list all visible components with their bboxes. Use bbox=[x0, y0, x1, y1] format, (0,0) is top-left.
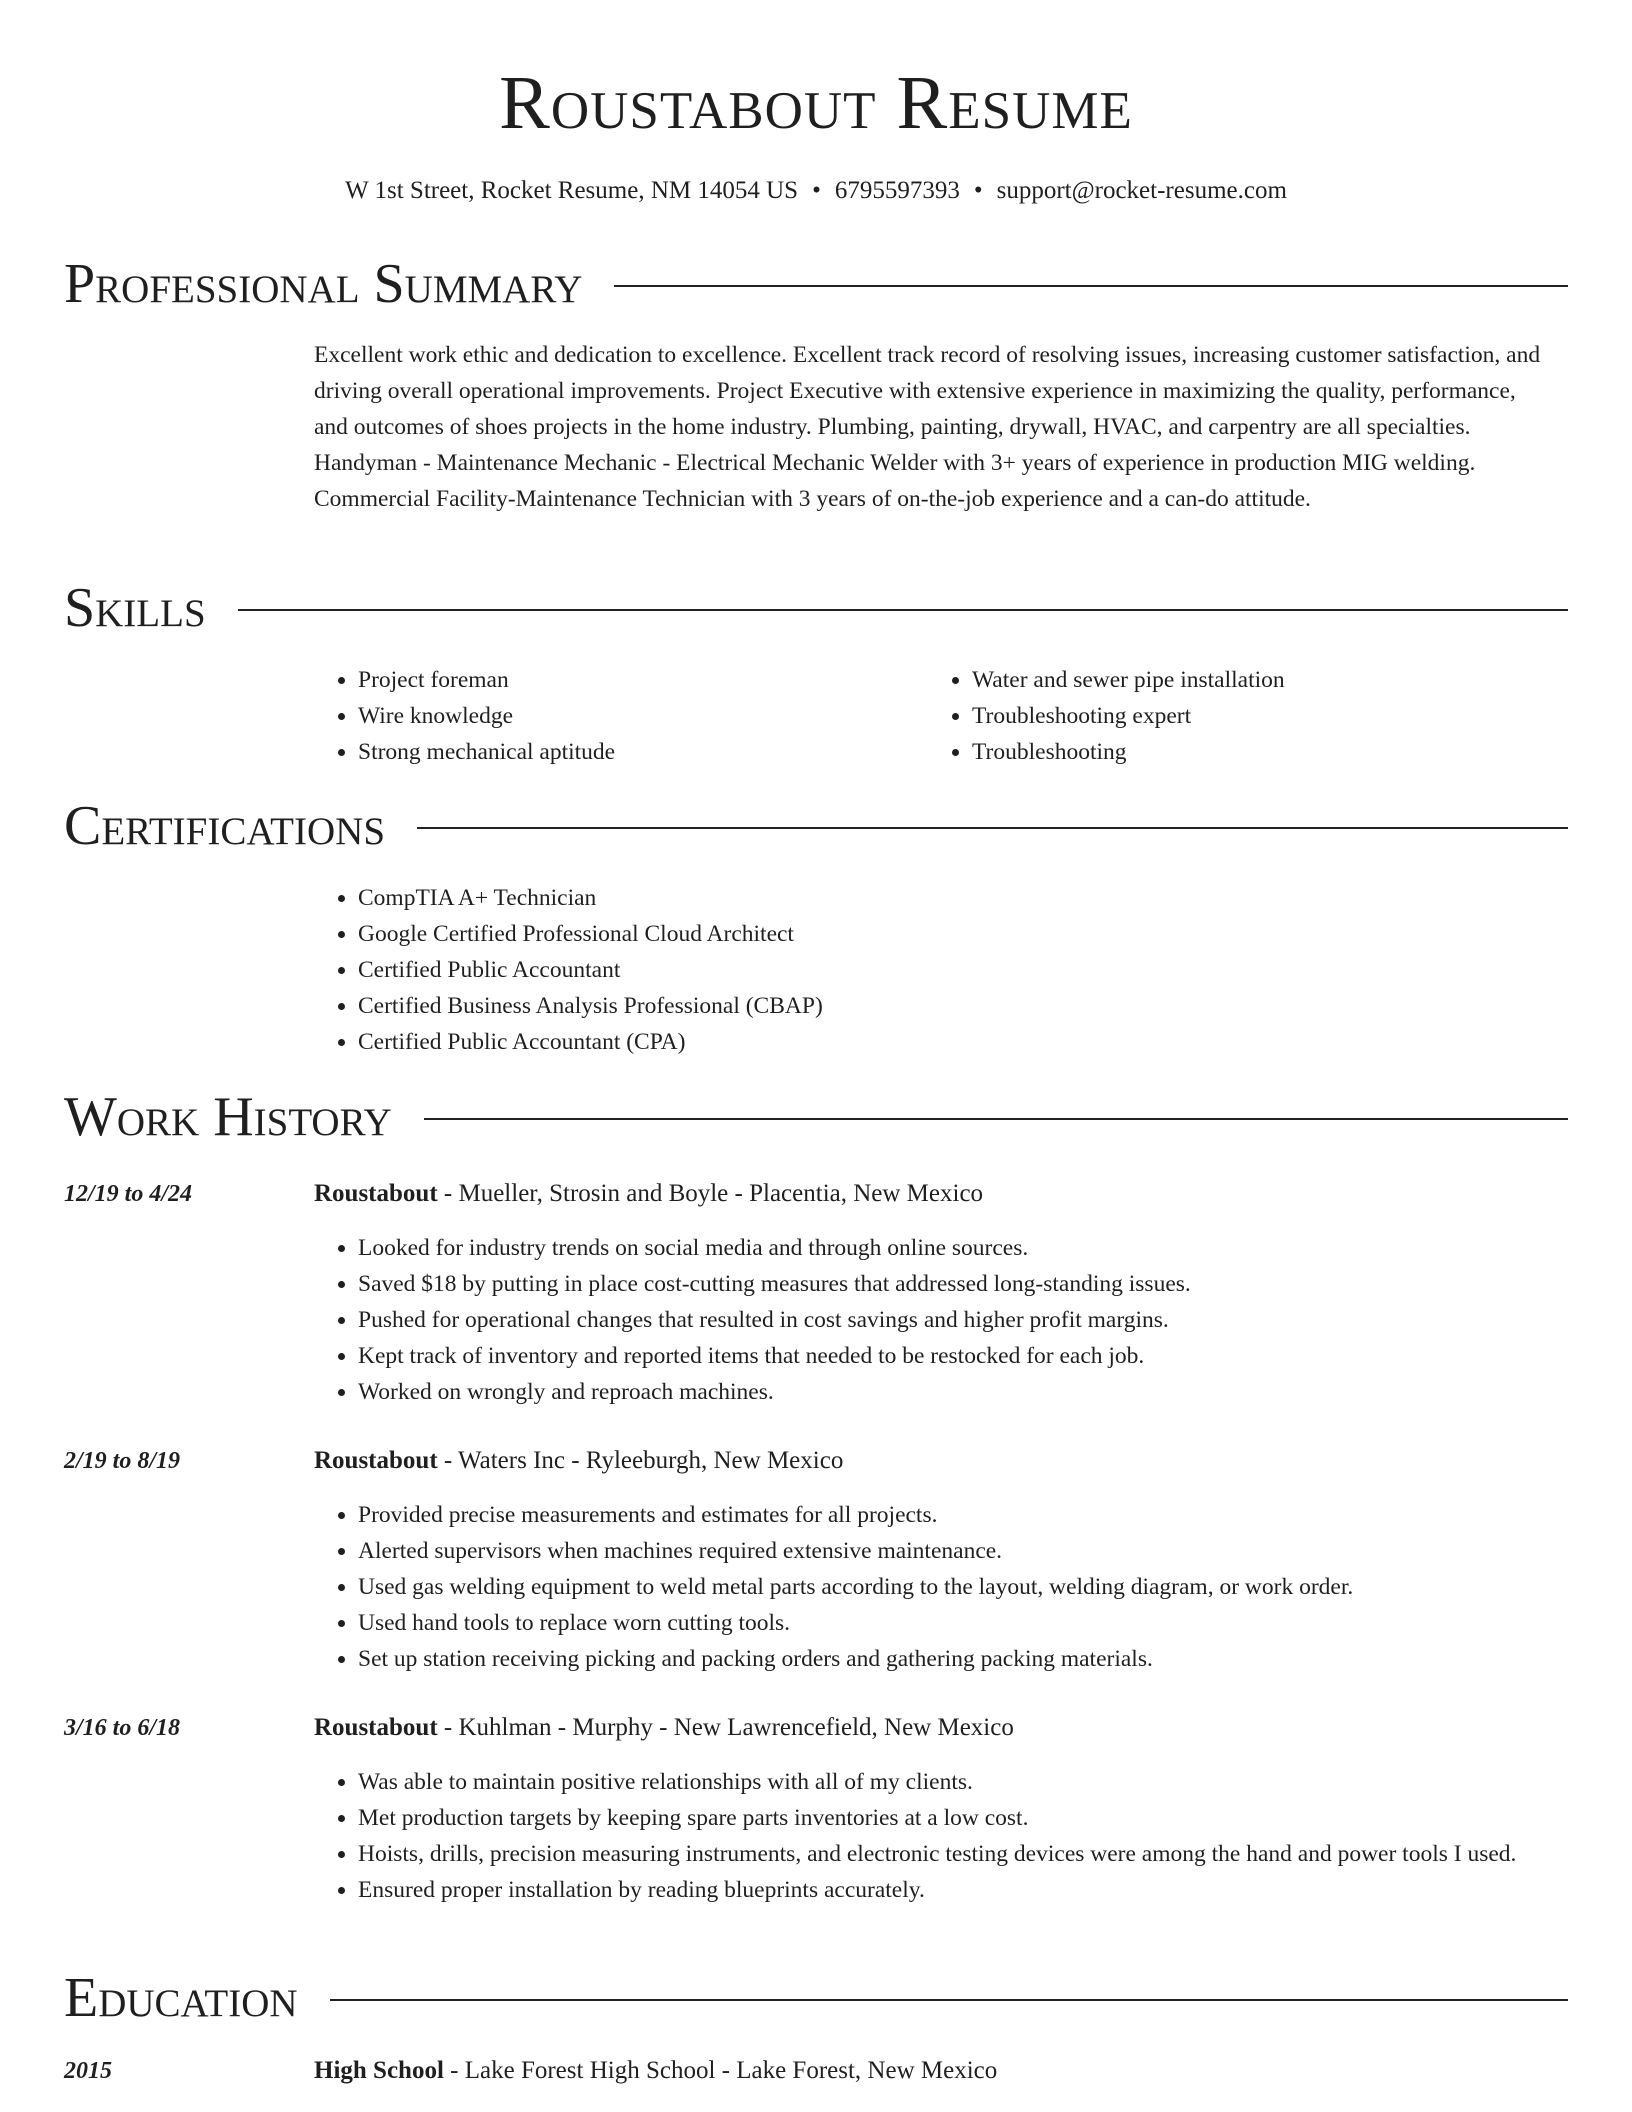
duty-item: • Saved $18 by putting in place cost-cutting measures that addressed long-standing issues. bbox=[358, 1266, 1550, 1302]
skill-item: • Water and sewer pipe installation bbox=[972, 662, 1285, 698]
contact-line bbox=[0, 176, 1632, 206]
duty-item: • Ensured proper installation by reading blueprints accurately. bbox=[358, 1872, 1550, 1908]
section-title-summary: Professional Summary bbox=[64, 253, 583, 315]
duty-item: • Met production targets by keeping spare parts inventories at a low cost. bbox=[358, 1800, 1550, 1836]
duty-item: • Used hand tools to replace worn cutting tools. bbox=[358, 1605, 1550, 1641]
summary-text: Excellent work ethic and dedication to excellence. Excellent track record of resolving issues, increasing customer satisfaction, and driving overall operational improvements. Project Executive with extensive experience in maximizing the quality, performance, and outcomes of shoes projects in the home industry. Plumbing, painting, drywall, HVAC, and carpentry are all specialties. Handyman - Maintenance Mechanic - Electrical Mechanic Welder with 3+ years of experience in production MIG welding. Commercial Facility-Maintenance Technician with 3 years of on-the-job experience and a can-do attitude. bbox=[314, 342, 1541, 512]
duty-item: • Looked for industry trends on social media and through online sources. bbox=[358, 1230, 1550, 1266]
certifications-list bbox=[314, 880, 823, 1060]
contact-email: support@rocket-resume.com bbox=[996, 177, 1287, 204]
certification-item: • Certified Business Analysis Professional (CBAP) bbox=[358, 988, 823, 1024]
section-divider bbox=[417, 827, 1568, 829]
certification-item: • CompTIA A+ Technician bbox=[358, 880, 823, 916]
section-divider bbox=[424, 1118, 1568, 1120]
education-entry-heading bbox=[314, 2053, 997, 2089]
duty-item: • Provided precise measurements and estimates for all projects. bbox=[358, 1497, 1550, 1533]
education-section-header bbox=[64, 1966, 1568, 2030]
duties-list bbox=[314, 1764, 1550, 1908]
work-entry-title: Roustabout bbox=[314, 1714, 438, 1741]
work-entry-title: Roustabout bbox=[314, 1447, 438, 1474]
section-title-work-history: Work History bbox=[64, 1086, 392, 1148]
resume-name: Roustabout Resume bbox=[499, 61, 1133, 145]
work-entry-date: 12/19 to 4/24 bbox=[64, 1181, 193, 1207]
work-entry-title: Roustabout bbox=[314, 1180, 438, 1207]
section-divider bbox=[614, 285, 1568, 287]
work-entry-date: 2/19 to 8/19 bbox=[64, 1448, 181, 1474]
education-entry-date: 2015 bbox=[64, 2058, 112, 2084]
section-title-skills: Skills bbox=[64, 577, 206, 639]
certification-item: • Google Certified Professional Cloud Architect bbox=[358, 916, 823, 952]
section-title-education: Education bbox=[64, 1967, 298, 2029]
work-entry-duties bbox=[314, 1764, 1550, 1908]
work-entry-details: - Waters Inc - Ryleeburgh, New Mexico bbox=[437, 1447, 844, 1474]
contact-separator: • bbox=[973, 177, 983, 204]
certification-item: • Certified Public Accountant bbox=[358, 952, 823, 988]
work-entry-heading bbox=[314, 1443, 843, 1479]
work-entry-duties bbox=[314, 1230, 1550, 1410]
contact-address: W 1st Street, Rocket Resume, NM 14054 US bbox=[345, 177, 799, 204]
skill-item: • Wire knowledge bbox=[358, 698, 615, 734]
work-entry-details: - Mueller, Strosin and Boyle - Placentia, New Mexico bbox=[437, 1180, 984, 1207]
certifications-section-header bbox=[64, 794, 1568, 858]
duties-list bbox=[314, 1497, 1550, 1677]
duty-item: • Was able to maintain positive relationships with all of my clients. bbox=[358, 1764, 1550, 1800]
duty-item: • Pushed for operational changes that resulted in cost savings and higher profit margins. bbox=[358, 1302, 1550, 1338]
section-divider bbox=[330, 1999, 1568, 2001]
contact-separator: • bbox=[812, 177, 821, 204]
education-entry-title: High School bbox=[314, 2057, 444, 2084]
certification-item: • Certified Public Accountant (CPA) bbox=[358, 1024, 823, 1060]
duty-item: • Set up station receiving picking and packing orders and gathering packing materials. bbox=[358, 1641, 1550, 1677]
section-title-certifications: Certifications bbox=[64, 795, 386, 857]
contact-phone: 6795597393 bbox=[834, 177, 960, 204]
duty-item: • Alerted supervisors when machines required extensive maintenance. bbox=[358, 1533, 1550, 1569]
skills-column-right bbox=[928, 662, 1285, 770]
work-entry-duties bbox=[314, 1497, 1550, 1677]
duty-item: • Hoists, drills, precision measuring instruments, and electronic testing devices were among the hand and power tools I used. bbox=[358, 1836, 1550, 1872]
duty-item: • Kept track of inventory and reported items that needed to be restocked for each job. bbox=[358, 1338, 1550, 1374]
duty-item: • Used gas welding equipment to weld metal parts according to the layout, welding diagram, or work order. bbox=[358, 1569, 1550, 1605]
summary-section-header bbox=[64, 252, 1568, 316]
section-divider bbox=[238, 609, 1568, 611]
skills-section-header bbox=[64, 576, 1568, 640]
duties-list bbox=[314, 1230, 1550, 1410]
work-entry-heading bbox=[314, 1710, 1014, 1746]
skills-list-right bbox=[928, 662, 1285, 770]
certifications-block bbox=[314, 880, 823, 1060]
work-history-section-header bbox=[64, 1085, 1568, 1149]
skill-item: • Project foreman bbox=[358, 662, 615, 698]
skill-item: • Strong mechanical aptitude bbox=[358, 734, 615, 770]
skills-column-left bbox=[314, 662, 615, 770]
education-entry-details: - Lake Forest High School - Lake Forest, New Mexico bbox=[443, 2057, 998, 2084]
skill-item: • Troubleshooting expert bbox=[972, 698, 1285, 734]
work-entry-details: - Kuhlman - Murphy - New Lawrencefield, New Mexico bbox=[437, 1714, 1014, 1741]
duty-item: • Worked on wrongly and reproach machines. bbox=[358, 1374, 1550, 1410]
skill-item: • Troubleshooting bbox=[972, 734, 1285, 770]
skills-list-left bbox=[314, 662, 615, 770]
work-entry-date: 3/16 to 6/18 bbox=[64, 1715, 181, 1741]
work-entry-heading bbox=[314, 1176, 983, 1212]
